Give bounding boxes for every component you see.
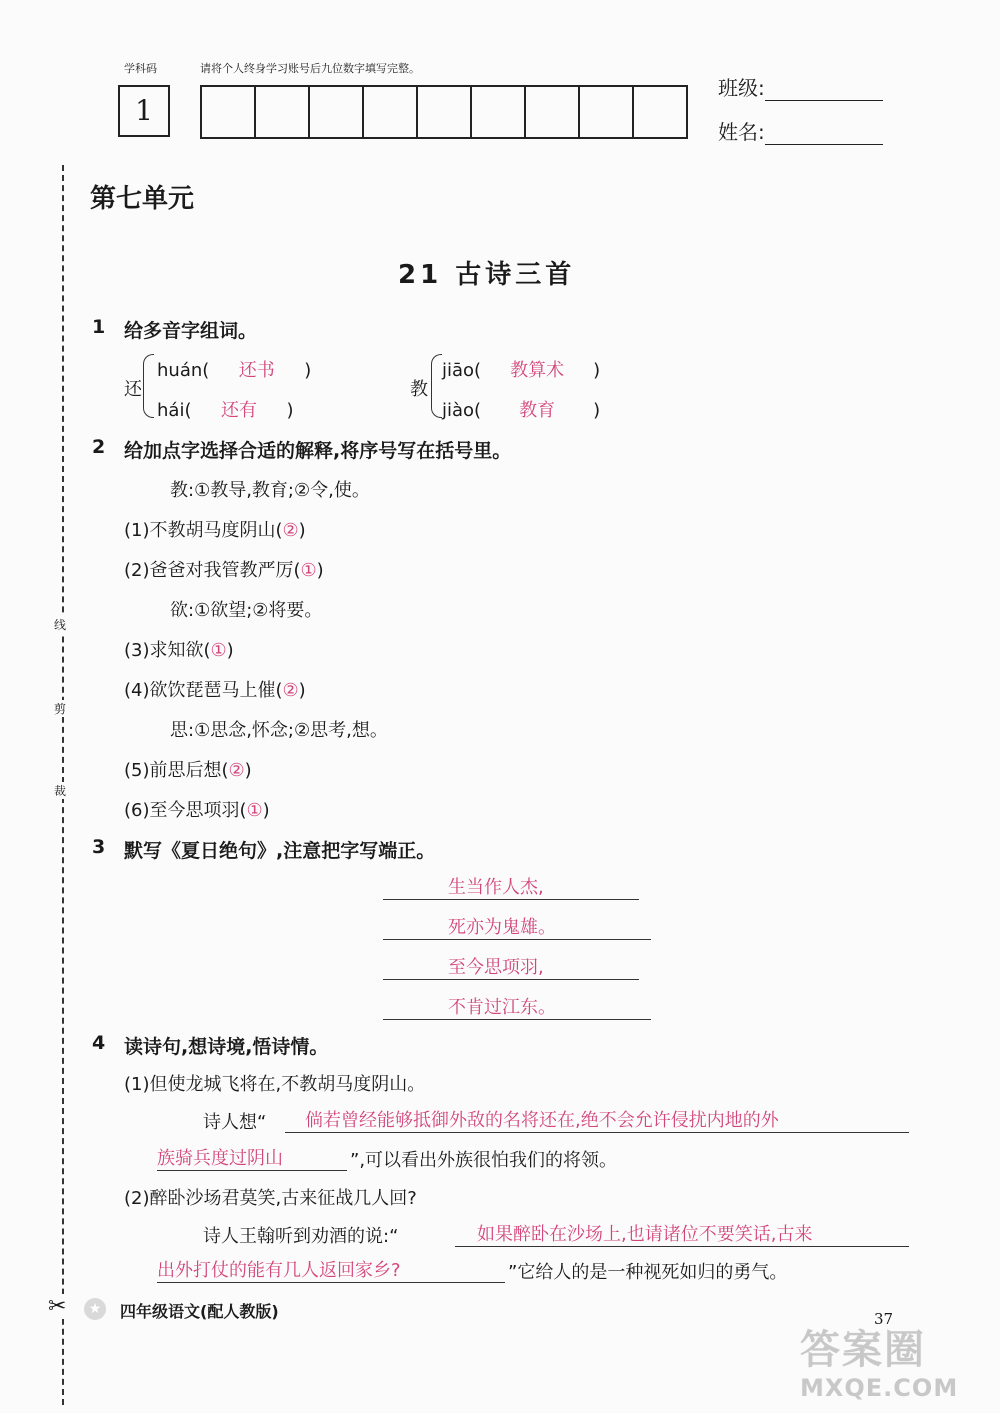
- q1-left-char: 还: [124, 379, 142, 400]
- q2-number: 2: [92, 436, 106, 458]
- q3-number: 3: [92, 836, 106, 858]
- digit-cell: [472, 87, 526, 137]
- q4-number: 4: [92, 1032, 106, 1054]
- page-number: 37: [874, 1310, 894, 1328]
- book-name: 四年级语文(配人教版): [120, 1302, 279, 1321]
- q1-answer: 教算术: [510, 360, 565, 381]
- q3-line-4: 不肯过江东。: [383, 993, 651, 1020]
- q2-item-1: (1)不教胡马度阴山(②): [124, 520, 306, 541]
- q1-right-char: 教: [410, 379, 428, 400]
- q4-part2-prefix: 诗人王翰听到劝酒的说:“: [203, 1226, 399, 1247]
- q2-def-yu: 欲:①欲望;②将要。: [170, 600, 323, 621]
- q3-line-1: 生当作人杰,: [383, 873, 639, 900]
- q2-title: 给加点字选择合适的解释,将序号写在括号里。: [124, 440, 512, 462]
- q2-item-4: (4)欲饮琵琶马上催(②): [124, 680, 306, 701]
- q4-part1-suffix: ”,可以看出外族很怕我们的将领。: [350, 1150, 618, 1171]
- q2-def-jiao: 教:①教导,教育;②令,使。: [170, 480, 370, 501]
- digit-cell: [580, 87, 634, 137]
- q2-item-3: (3)求知欲(①): [124, 640, 234, 661]
- q4-part1-answer-line1: 倘若曾经能够抵御外敌的名将还在,绝不会允许侵扰内地的外: [285, 1106, 909, 1133]
- q1-answer: 还有: [220, 400, 257, 421]
- account-digit-boxes: [200, 85, 688, 139]
- q3-line-3: 至今思项羽,: [383, 953, 639, 980]
- q4-part2-answer-line2: 出外打仗的能有几人返回家乡?: [157, 1256, 505, 1283]
- q2-answer: ①: [210, 640, 227, 661]
- q4-title: 读诗句,想诗境,悟诗情。: [124, 1036, 329, 1058]
- digit-cell: [364, 87, 418, 137]
- q2-answer: ②: [282, 520, 299, 541]
- digit-cell: [202, 87, 256, 137]
- account-instruction: 请将个人终身学习账号后九位数字填写完整。: [200, 62, 420, 75]
- unit-title: 第七单元: [90, 184, 195, 214]
- q1-title: 给多音字组词。: [124, 320, 258, 342]
- q3-title: 默写《夏日绝句》,注意把字写端正。: [124, 840, 436, 862]
- q1-left-item-1: huán( 还书 ): [157, 356, 311, 382]
- q1-right-brace: [431, 354, 442, 418]
- watermark-logo: 答案圈: [800, 1327, 926, 1373]
- name-blank: [765, 124, 883, 145]
- q2-answer: ②: [282, 680, 299, 701]
- scissors-icon: ✂: [48, 1294, 67, 1319]
- name-label: 姓名:: [718, 120, 765, 144]
- q2-answer: ②: [228, 760, 245, 781]
- digit-cell: [418, 87, 472, 137]
- star-icon: ★: [84, 1298, 106, 1320]
- digit-cell: [310, 87, 364, 137]
- q4-part1-title: (1)但使龙城飞将在,不教胡马度阴山。: [124, 1074, 426, 1095]
- class-field: [718, 72, 883, 101]
- name-field: [718, 116, 883, 145]
- digit-cell: [634, 87, 686, 137]
- q1-number: 1: [92, 316, 106, 338]
- q4-part2-answer-line1: 如果醉卧在沙场上,也请诸位不要笑话,古来: [455, 1220, 909, 1247]
- class-label: 班级:: [718, 76, 765, 100]
- q4-part2-suffix: ”它给人的是一种视死如归的勇气。: [508, 1262, 788, 1283]
- q4-part2-title: (2)醉卧沙场君莫笑,古来征战几人回?: [124, 1188, 417, 1209]
- cut-mark-jian: 剪: [54, 702, 67, 716]
- lesson-title: 21 古诗三首: [398, 260, 576, 290]
- q1-left-item-2: hái( 还有 ): [157, 396, 294, 422]
- q3-line-2: 死亦为鬼雄。: [383, 913, 651, 940]
- subject-code-label: 学科码: [124, 62, 157, 75]
- q2-item-6: (6)至今思项羽(①): [124, 800, 270, 821]
- watermark-url: MXQE.COM: [800, 1374, 959, 1402]
- class-blank: [765, 80, 883, 101]
- q2-item-2: (2)爸爸对我管教严厉(①): [124, 560, 324, 581]
- q4-part1-prefix: 诗人想“: [203, 1112, 267, 1133]
- q2-answer: ①: [246, 800, 263, 821]
- q1-right-item-2: jiào( 教育 ): [442, 396, 600, 422]
- cut-mark-xian: 线: [54, 618, 67, 632]
- q1-right-item-1: jiāo( 教算术 ): [442, 356, 600, 382]
- q2-answer: ①: [300, 560, 317, 581]
- digit-cell: [526, 87, 580, 137]
- q1-left-brace: [143, 354, 154, 418]
- q1-answer: 还书: [238, 360, 275, 381]
- q4-part1-answer-line2: 族骑兵度过阴山: [157, 1144, 347, 1171]
- q1-answer: 教育: [519, 400, 556, 421]
- q2-def-si: 思:①思念,怀念;②思考,想。: [170, 720, 388, 741]
- subject-code-box: 1: [118, 85, 170, 137]
- digit-cell: [256, 87, 310, 137]
- q2-item-5: (5)前思后想(②): [124, 760, 252, 781]
- cut-mark-cai: 裁: [54, 784, 67, 798]
